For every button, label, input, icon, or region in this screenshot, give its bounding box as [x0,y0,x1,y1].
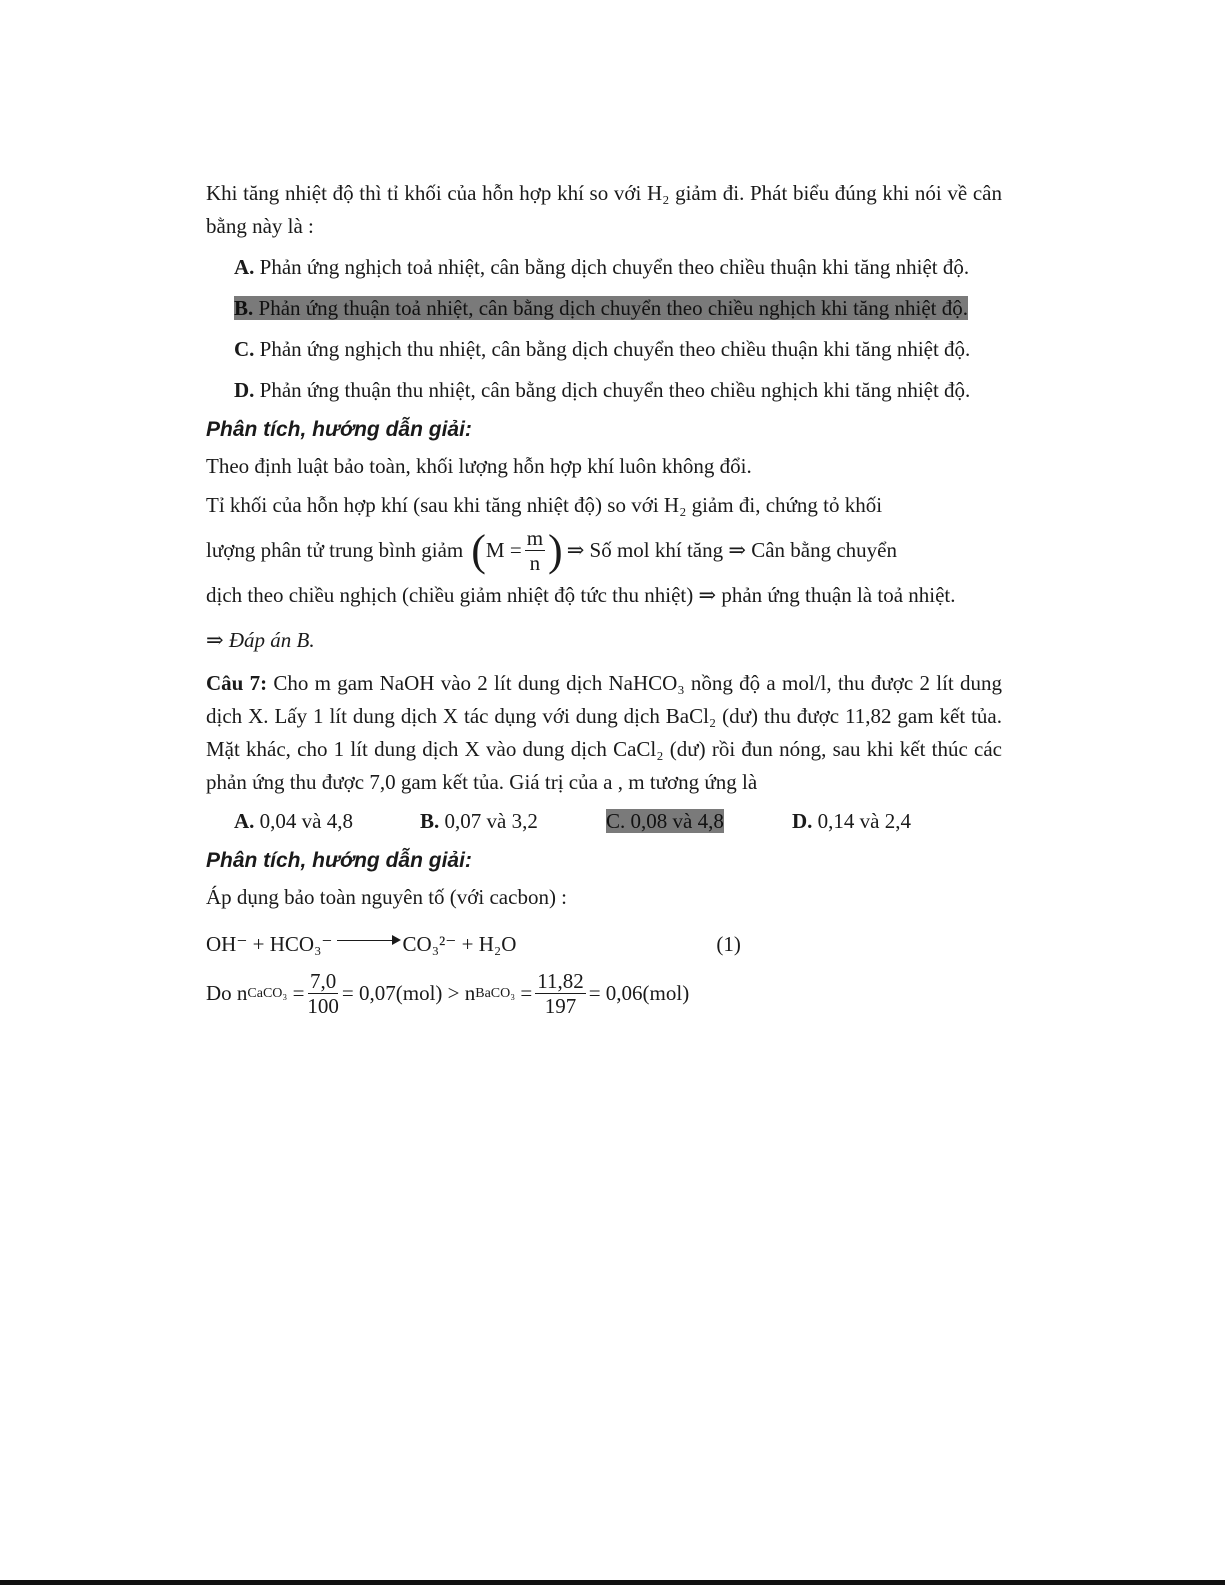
q6-option-b [206,292,1002,325]
analysis1-answer: ⇒ Đáp án B. [206,628,315,652]
q6-option-c-letter: C. [234,337,255,361]
frac-baco3 [535,969,585,1018]
q7-option-b [420,805,606,838]
analysis1-formula-line [206,526,1002,575]
q6-option-c [206,333,1002,366]
formula-num: m [526,526,544,550]
q7-option-a [234,805,420,838]
q7-text: Cho m gam NaOH vào 2 lít dung dịch NaHCO₃ nồng độ a mol/l, thu được 2 lít dung dịch X. Lấy 1 lít dung dịch X tác dụng với dung dịch BaCl₂ (dư) thu được 11,82 gam kết tủa. Mặt khác, cho 1 lít dung dịch X vào dung dịch CaCl₂ (dư) rồi đun nóng, sau khi kết thúc các phản ứng thu được 7,0 gam kết tủa. Giá trị của a , m tương ứng là [206,671,1003,794]
calc-mid: = 0,07(mol) > [341,981,460,1005]
q7-option-c [606,805,792,838]
frac-caco3-den: 100 [307,994,339,1018]
analysis1-p3-before: lượng phân tử trung bình giảm [206,538,464,562]
eq-rhs: CO₃²⁻ + H₂O [402,932,517,956]
analysis1-heading: Phân tích, hướng dẫn giải: [206,418,472,441]
q7-option-c-highlight [606,809,724,833]
q6-option-b-text: Phản ứng thuận toả nhiệt, cân bằng dịch chuyển theo chiều nghịch khi tăng nhiệt độ. [258,296,968,320]
q7-option-a-letter: A. [234,809,255,833]
frac-baco3-num: 11,82 [537,969,584,993]
calc-end: = 0,06(mol) [588,981,690,1005]
q7-option-b-text: 0,07 và 3,2 [444,809,538,833]
analysis1-p2: Tỉ khối của hỗn hợp khí (sau khi tăng nhiệt độ) so với H₂ giảm đi, chứng tỏ khối [206,493,883,517]
reaction-equation [206,928,1002,961]
frac-caco3-num: 7,0 [310,969,337,993]
left-paren: ( [471,525,486,575]
document-page [206,177,1002,1022]
eq-number: (1) [716,932,741,956]
analysis2-heading: Phân tích, hướng dẫn giải: [206,849,472,872]
q6-option-a-text: Phản ứng nghịch toả nhiệt, cân bằng dịch chuyển theo chiều thuận khi tăng nhiệt độ. [259,255,970,279]
q7-option-d-letter: D. [792,809,813,833]
q6-option-d [206,374,1002,407]
q7-option-b-letter: B. [420,809,440,833]
reaction-arrow-icon [337,940,399,941]
q7-option-d [792,805,911,838]
n-baco3: n [464,981,476,1005]
analysis2-p1: Áp dụng bảo toàn nguyên tố (với cacbon) : [206,885,568,909]
q6-option-d-letter: D. [234,378,255,402]
analysis1-p4: dịch theo chiều nghịch (chiều giảm nhiệt độ tức thu nhiệt) ⇒ phản ứng thuận là toả nhiệt. [206,583,956,607]
q7-option-c-letter: C. [606,809,626,833]
analysis1-p1: Theo định luật bảo toàn, khối lượng hỗn hợp khí luôn không đổi. [206,454,752,478]
q7-options [206,805,1002,838]
q7-option-c-text: 0,08 và 4,8 [630,809,724,833]
q6-option-c-text: Phản ứng nghịch thu nhiệt, cân bằng dịch chuyển theo chiều thuận khi tăng nhiệt độ. [259,337,971,361]
q6-option-b-letter: B. [234,296,254,320]
frac-caco3 [307,969,339,1018]
q7-stem [206,667,1002,799]
q7-label: Câu 7: [206,671,268,695]
eq-lhs: OH⁻ + HCO₃⁻ [206,932,333,956]
calc-do: Do [206,981,232,1005]
formula-fraction [525,526,545,575]
calc-line: Do n CaCO₃ = $\frac{7,0}{100}$ = 0,07(mol) > n BaCO₃ = $\frac{11,82}{197}$ = 0,06(mol) [206,969,690,1018]
right-paren: ) [548,525,563,575]
q6-option-a [206,251,1002,284]
formula-den: n [529,551,541,575]
analysis1-p3-after: ⇒ Số mol khí tăng ⇒ Cân bằng chuyển [566,538,898,562]
n-caco3: n [236,981,248,1005]
frac-baco3-den: 197 [544,994,577,1018]
q6-intro: Khi tăng nhiệt độ thì tỉ khối của hỗn hợp khí so với H₂ giảm đi. Phát biểu đúng khi nói về cân bằng này là : [206,181,1002,238]
q6-option-b-highlight [234,296,968,320]
q7-option-a-text: 0,04 và 4,8 [259,809,353,833]
bottom-rule [0,1580,1225,1585]
q6-option-a-letter: A. [234,255,255,279]
q7-option-d-text: 0,14 và 2,4 [817,809,911,833]
q6-option-d-text: Phản ứng thuận thu nhiệt, cân bằng dịch chuyển theo chiều nghịch khi tăng nhiệt độ. [259,378,971,402]
formula-lhs: M = [485,538,522,562]
